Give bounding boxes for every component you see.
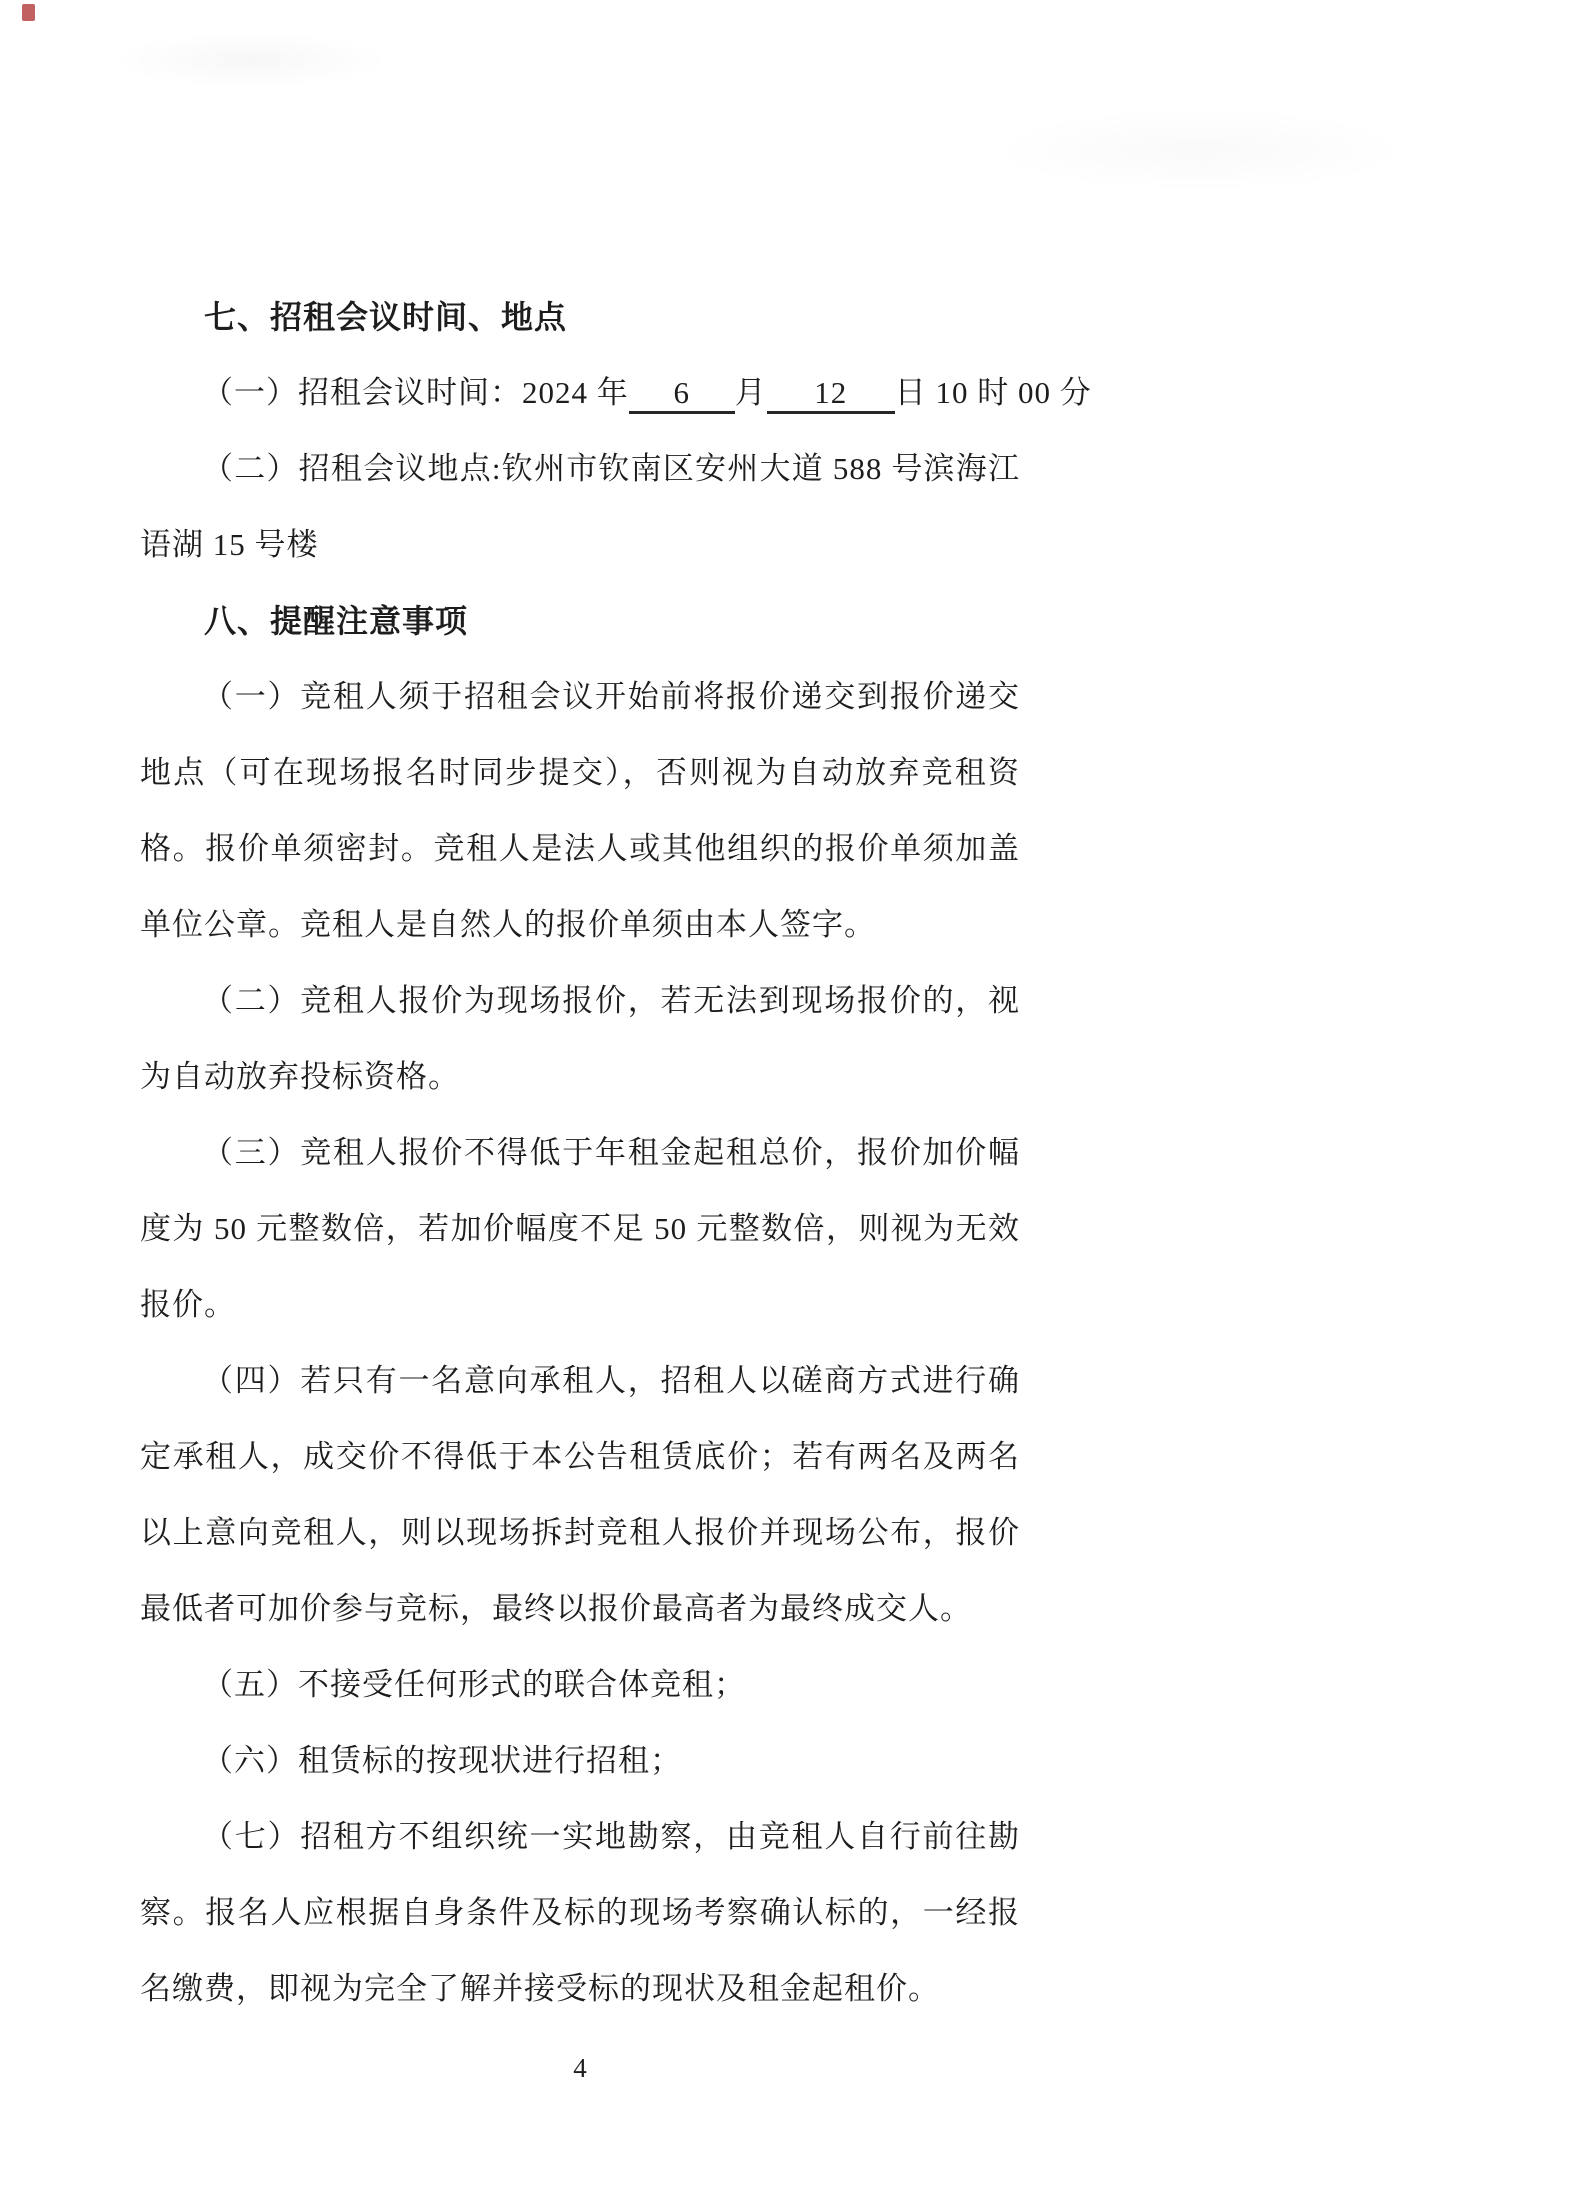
notice-item-1: （一）竞租人须于招租会议开始前将报价递交到报价递交地点（可在现场报名时同步提交），否则视为自动放弃竞租资格。报价单须密封。竞租人是法人或其他组织的报价单须加盖单位公章。竞租人是自然人的报价单须由本人签字。 bbox=[140, 679, 1020, 942]
section-7-heading: 七、招租会议时间、地点 bbox=[204, 299, 568, 335]
meeting-day-blank: 12 bbox=[767, 375, 895, 414]
notice-item-4: （四）若只有一名意向承租人，招租人以磋商方式进行确定承租人，成交价不得低于本公告租赁底价；若有两名及两名以上意向竞租人，则以现场拆封竞租人报价并现场公布，报价最低者可加价参与竞标，最终以报价最高者为最终成交人。 bbox=[140, 1363, 1020, 1626]
notice-item-6: （六）租赁标的按现状进行招租； bbox=[202, 1743, 682, 1778]
meeting-time-prefix: （一）招租会议时间：2024 年 bbox=[202, 375, 629, 410]
document-content bbox=[140, 279, 1092, 2027]
section-8-heading: 八、提醒注意事项 bbox=[204, 603, 469, 639]
meeting-time-line bbox=[140, 355, 1092, 431]
meeting-month-blank: 6 bbox=[629, 375, 735, 414]
notice-item-7: （七）招租方不组织统一实地勘察，由竞租人自行前往勘察。报名人应根据自身条件及标的现场考察确认标的，一经报名缴费，即视为完全了解并接受标的现状及租金起租价。 bbox=[140, 1819, 1020, 2006]
meeting-place-paragraph: （二）招租会议地点:钦州市钦南区安州大道 588 号滨海江语湖 15 号楼 bbox=[140, 451, 1020, 562]
page-number: 4 bbox=[573, 2053, 587, 2083]
meeting-time-suffix: 日 10 时 00 分 bbox=[894, 375, 1092, 410]
notice-item-2: （二）竞租人报价为现场报价，若无法到现场报价的，视为自动放弃投标资格。 bbox=[140, 983, 1020, 1094]
scan-artifact-red-mark bbox=[22, 4, 35, 21]
notice-item-3: （三）竞租人报价不得低于年租金起租总价，报价加价幅度为 50 元整数倍，若加价幅度不足 50 元整数倍，则视为无效报价。 bbox=[140, 1135, 1020, 1322]
meeting-month-label: 月 bbox=[734, 375, 767, 410]
notice-item-5: （五）不接受任何形式的联合体竞租； bbox=[202, 1667, 746, 1702]
